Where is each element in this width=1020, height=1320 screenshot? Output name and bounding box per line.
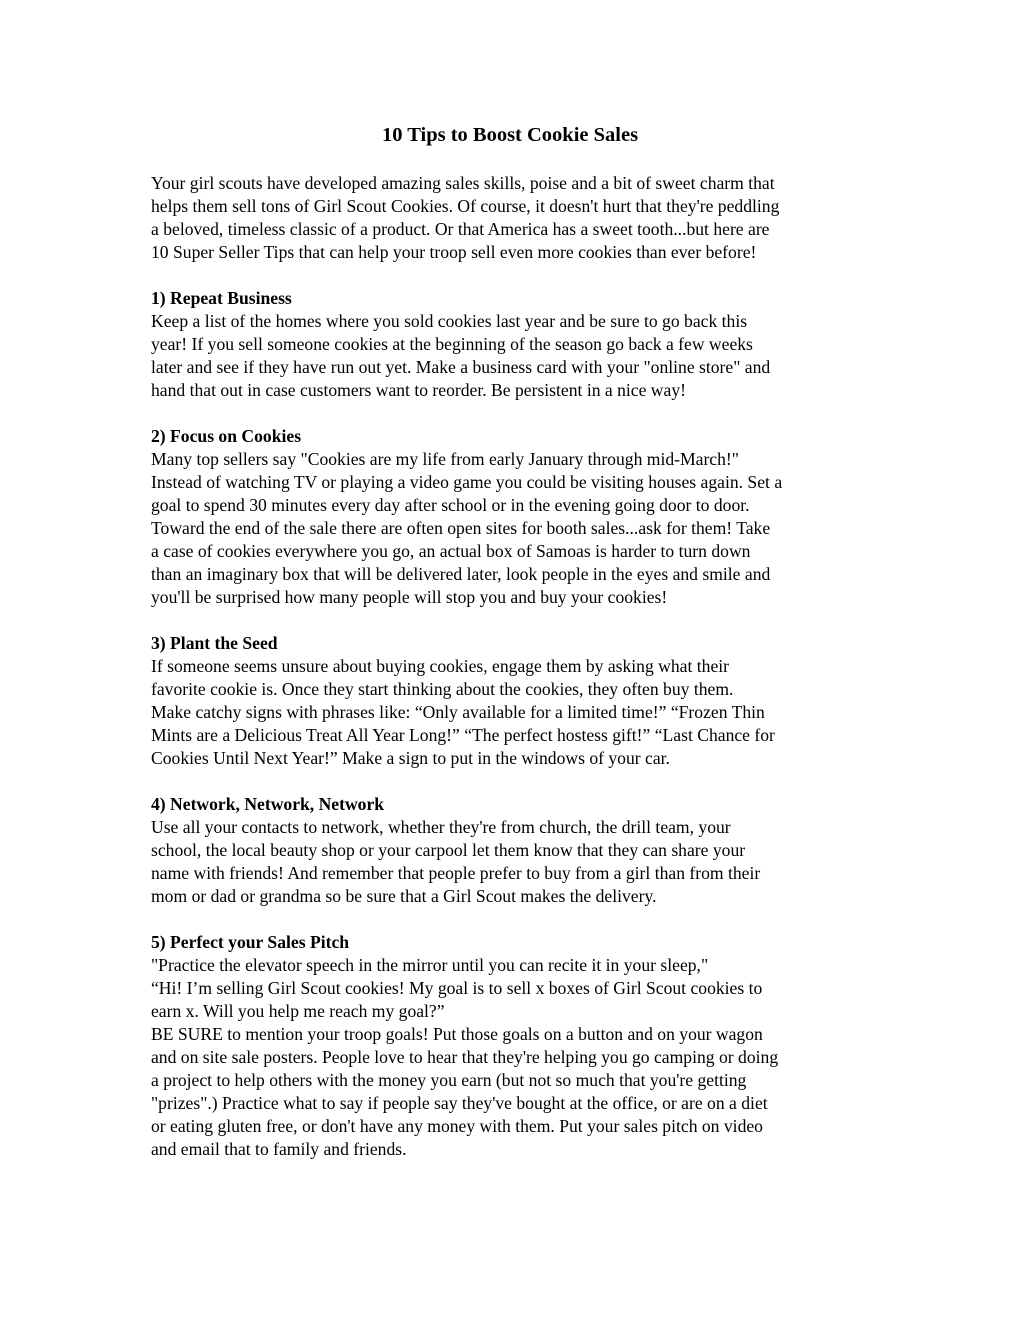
tip-3-line: favorite cookie is. Once they start thinking about the cookies, they often buy them. <box>151 679 734 699</box>
intro-line: Your girl scouts have developed amazing sales skills, poise and a bit of sweet charm that <box>151 173 775 193</box>
tip-5-line: a project to help others with the money you earn (but not so much that you're getting <box>151 1070 747 1090</box>
tip-5-line: "Practice the elevator speech in the mirror until you can recite it in your sleep," <box>151 955 709 975</box>
tip-5-line: “Hi! I’m selling Girl Scout cookies! My goal is to sell x boxes of Girl Scout cookies to <box>151 978 763 998</box>
tip-4-line: name with friends! And remember that people prefer to buy from a girl than from their <box>151 863 761 883</box>
tip-1-line: year! If you sell someone cookies at the beginning of the season go back a few weeks <box>151 334 753 354</box>
tip-4-heading: 4) Network, Network, Network <box>151 794 385 814</box>
tip-1-heading: 1) Repeat Business <box>151 288 292 308</box>
tip-4-line: school, the local beauty shop or your carpool let them know that they can share your <box>151 840 746 860</box>
tip-4-line: Use all your contacts to network, whether they're from church, the drill team, your <box>151 817 731 837</box>
tip-3-line: Make catchy signs with phrases like: “Only available for a limited time!” “Frozen Thin <box>151 702 765 722</box>
tip-2-line: Many top sellers say "Cookies are my life from early January through mid-March!" <box>151 449 739 469</box>
tip-2-line: Instead of watching TV or playing a video game you could be visiting houses again. Set a <box>151 472 783 492</box>
tip-4-section <box>151 793 891 908</box>
intro-line: a beloved, timeless classic of a product. Or that America has a sweet tooth...but here are <box>151 219 770 239</box>
tip-5-line: earn x. Will you help me reach my goal?” <box>151 1001 445 1021</box>
intro-paragraph <box>151 172 891 264</box>
intro-line: 10 Super Seller Tips that can help your troop sell even more cookies than ever before! <box>151 242 757 262</box>
tip-5-line: or eating gluten free, or don't have any money with them. Put your sales pitch on video <box>151 1116 763 1136</box>
tip-3-line: If someone seems unsure about buying cookies, engage them by asking what their <box>151 656 730 676</box>
tip-2-line: goal to spend 30 minutes every day after school or in the evening going door to door. <box>151 495 750 515</box>
tip-3-line: Mints are a Delicious Treat All Year Long!” “The perfect hostess gift!” “Last Chance for <box>151 725 775 745</box>
tip-3-heading: 3) Plant the Seed <box>151 633 278 653</box>
tip-5-line: "prizes".) Practice what to say if people say they've bought at the office, or are on a diet <box>151 1093 768 1113</box>
tip-5-line: and on site sale posters. People love to hear that they're helping you go camping or doing <box>151 1047 779 1067</box>
tip-1-line: later and see if they have run out yet. Make a business card with your "online store" and <box>151 357 771 377</box>
tip-2-line: Toward the end of the sale there are often open sites for booth sales...ask for them! Take <box>151 518 771 538</box>
tip-2-heading: 2) Focus on Cookies <box>151 426 302 446</box>
tip-5-line: and email that to family and friends. <box>151 1139 407 1159</box>
tip-3-section <box>151 632 891 770</box>
tip-2-section <box>151 425 891 609</box>
tip-1-line: hand that out in case customers want to reorder. Be persistent in a nice way! <box>151 380 686 400</box>
document-title: 10 Tips to Boost Cookie Sales <box>381 124 639 146</box>
tip-3-line: Cookies Until Next Year!” Make a sign to put in the windows of your car. <box>151 748 670 768</box>
tip-1-line: Keep a list of the homes where you sold cookies last year and be sure to go back this <box>151 311 748 331</box>
tip-2-line: you'll be surprised how many people will stop you and buy your cookies! <box>151 587 668 607</box>
tip-5-heading: 5) Perfect your Sales Pitch <box>151 932 350 952</box>
intro-line: helps them sell tons of Girl Scout Cookies. Of course, it doesn't hurt that they're peddling <box>151 196 780 216</box>
tip-1-section <box>151 287 891 402</box>
tip-5-line: BE SURE to mention your troop goals! Put those goals on a button and on your wagon <box>151 1024 763 1044</box>
tip-2-line: a case of cookies everywhere you go, an actual box of Samoas is harder to turn down <box>151 541 751 561</box>
tip-2-line: than an imaginary box that will be delivered later, look people in the eyes and smile and <box>151 564 771 584</box>
tip-5-section <box>151 931 891 1161</box>
tip-4-line: mom or dad or grandma so be sure that a Girl Scout makes the delivery. <box>151 886 657 906</box>
